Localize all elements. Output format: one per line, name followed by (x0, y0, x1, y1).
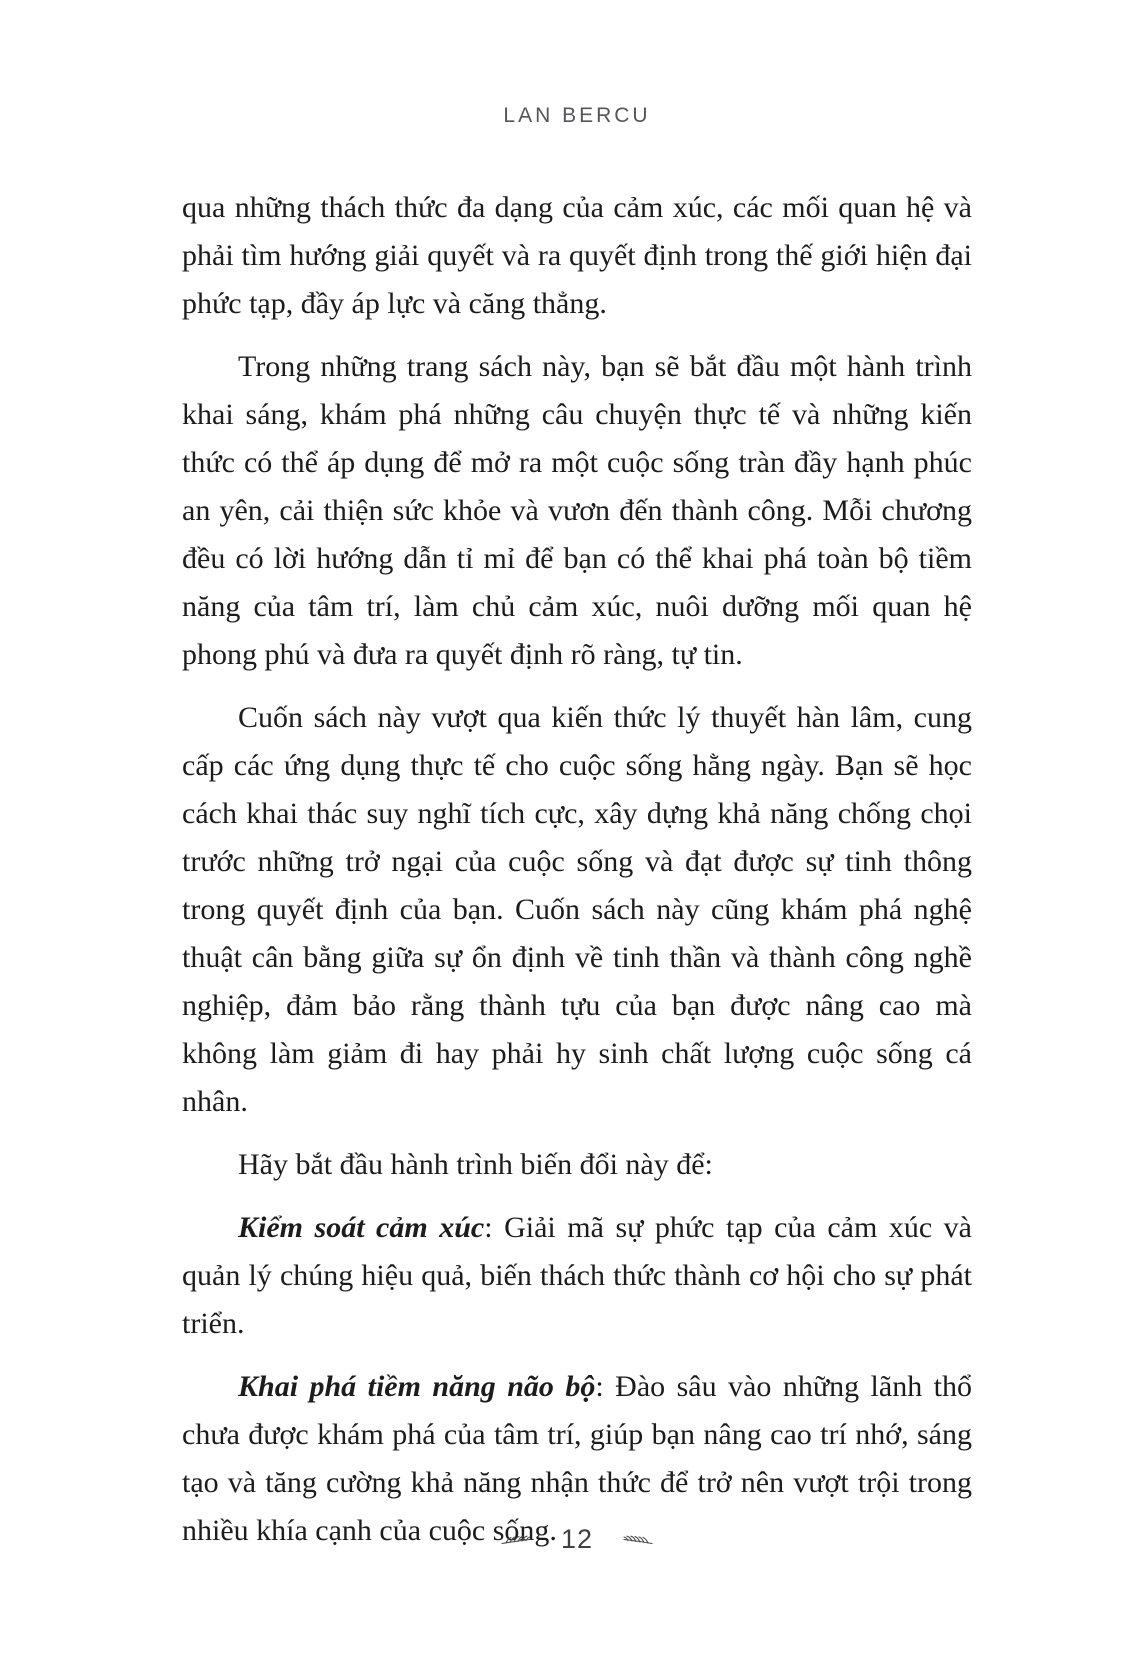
page-footer (182, 1526, 972, 1553)
page-number: 12 (560, 1524, 594, 1554)
paragraph-emotion-control-body: : Giải mã sự phức tạp của cảm xúc và quản lý chúng hiệu quả, biến thách thức thành cơ hội cho sự phát triển. (182, 1211, 972, 1340)
paragraph-practical: Cuốn sách này vượt qua kiến thức lý thuyết hàn lâm, cung cấp các ứng dụng thực tế cho cuộc sống hằng ngày. Bạn sẽ học cách khai thác suy nghĩ tích cực, xây dựng khả năng chống chọi trước những trở ngại của cuộc sống và đạt được sự tinh thông trong quyết định của bạn. Cuốn sách này cũng khám phá nghệ thuật cân bằng giữa sự ổn định về tinh thần và thành công nghề nghiệp, đảm bảo rằng thành tựu của bạn được nâng cao mà không làm giảm đi hay phải hy sinh chất lượng cuộc sống cá nhân. (182, 701, 972, 1118)
paragraph-brain-potential-body: : Đào sâu vào những lãnh thổ chưa được khám phá của tâm trí, giúp bạn nâng cao trí nhớ, sáng tạo và tăng cường khả năng nhận thức để trở nên vượt trội trong nhiều khía cạnh của cuộc sống. (182, 1370, 972, 1547)
body-text (182, 184, 972, 1570)
fern-ornament-left-icon (501, 1533, 531, 1547)
bold-lead-emotion-control: Kiểm soát cảm xúc (238, 1211, 485, 1244)
paragraph-emotion-control (182, 1204, 972, 1348)
paragraph-continuation: qua những thách thức đa dạng của cảm xúc, các mối quan hệ và phải tìm hướng giải quyết và ra quyết định trong thế giới hiện đại phức tạp, đầy áp lực và căng thẳng. (182, 191, 972, 320)
bold-lead-brain-potential: Khai phá tiềm năng não bộ (238, 1370, 596, 1403)
fern-ornament-right-icon (623, 1533, 653, 1547)
paragraph-call-to-action: Hãy bắt đầu hành trình biến đổi này để: (238, 1148, 713, 1181)
running-head: LAN BERCU (503, 104, 651, 127)
paragraph-journey: Trong những trang sách này, bạn sẽ bắt đầu một hành trình khai sáng, khám phá những câu chuyện thực tế và những kiến thức có thể áp dụng để mở ra một cuộc sống tràn đầy hạnh phúc an yên, cải thiện sức khỏe và vươn đến thành công. Mỗi chương đều có lời hướng dẫn tỉ mỉ để bạn có thể khai phá toàn bộ tiềm năng của tâm trí, làm chủ cảm xúc, nuôi dưỡng mối quan hệ phong phú và đưa ra quyết định rõ ràng, tự tin. (182, 350, 972, 671)
